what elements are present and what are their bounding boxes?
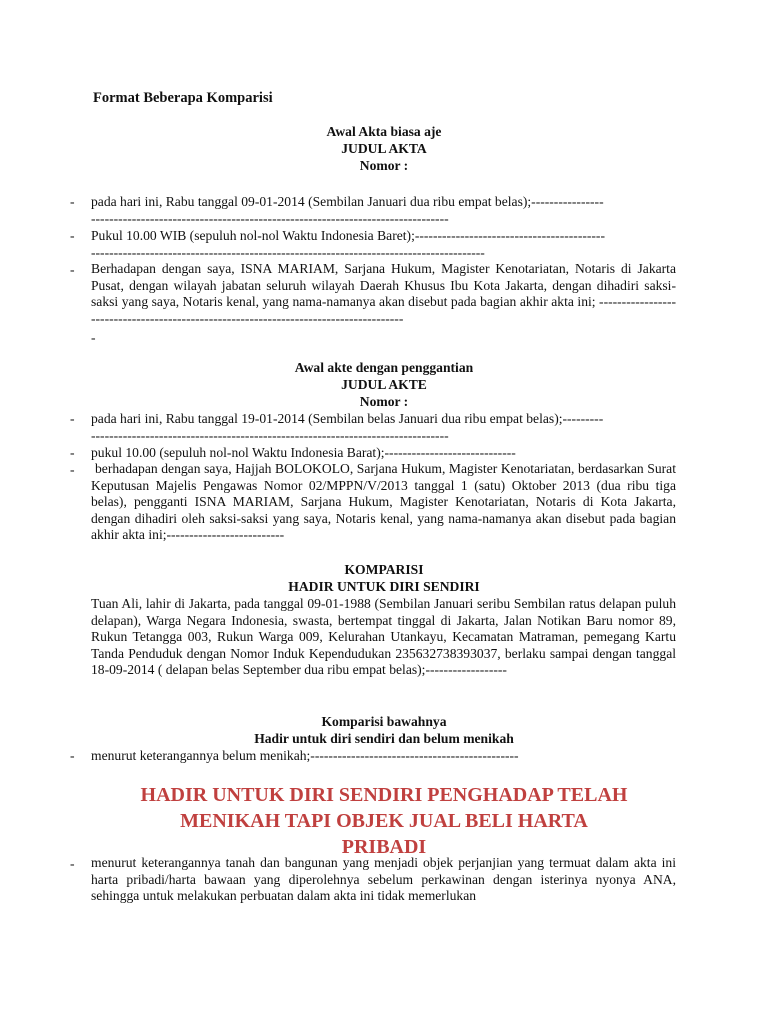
komparisi-paragraph: Tuan Ali, lahir di Jakarta, pada tanggal 09-01-1988 (Sembilan Januari seribu Sembilan ratus delapan puluh delapan), Warga Negara Indonesia, swasta, bertempat tinggal di Jakarta, Jalan Notikan Baru nomor 89, Rukun Tetangga 003, Rukun Warga 009, Kelurahan Utankayu, Kecamatan Matraman, pemegang Kartu Tanda Penduduk dengan Nomor Induk Kependudukan 235632738393037, berlaku sampai dengan tanggal 18-09-2014 ( delapan belas September dua ribu empat belas);------------------: [91, 596, 676, 677]
section1-heading2: JUDUL AKTA: [341, 141, 427, 156]
list-item-line: -------------------------------------------------------------------------------: [91, 428, 449, 443]
list-item-line: Pukul 10.00 WIB (sepuluh nol-nol Waktu Indonesia Baret);------------------------------------------: [91, 228, 605, 243]
list-item-line: pada hari ini, Rabu tanggal 09-01-2014 (Sembilan Januari dua ribu empat belas);----------------: [91, 194, 604, 209]
list-item-line: ---------------------------------------------------------------------------------------: [91, 245, 485, 260]
list-item-line: pukul 10.00 (sepuluh nol-nol Waktu Indonesia Barat);-----------------------------: [91, 445, 516, 460]
section5-heading-line1: HADIR UNTUK DIRI SENDIRI PENGHADAP TELAH: [140, 784, 628, 806]
document-title: Format Beberapa Komparisi: [93, 90, 273, 106]
list-item-paragraph: Berhadapan dengan saya, ISNA MARIAM, Sarjana Hukum, Magister Kenotariatan, Notaris di Jakarta Pusat, dengan wilayah jabatan seluruh wilayah Daerah Khusus Ibu Kota Jakarta, dengan dihadiri saksi-saksi yang saya, Notaris kenal, yang nama-namanya akan disebut pada bagian akhir akta ini; --------------------------------------------------------------------------------------: [91, 261, 676, 326]
section3-heading1: KOMPARISI: [344, 562, 424, 577]
section4-heading1: Komparisi bawahnya: [321, 714, 447, 729]
section2-heading2: JUDUL AKTE: [341, 377, 427, 392]
bullet: -: [70, 194, 75, 209]
section1-heading3: Nomor :: [359, 158, 409, 173]
list-item-paragraph: menurut keterangannya tanah dan bangunan yang menjadi objek perjanjian yang termuat dalam akta ini harta pribadi/harta bawaan yang diperolehnya sebelum perkawinan dengan isterinya nyonya ANA, sehingga untuk melakukan perbuatan dalam akta ini tidak memerlukan: [91, 855, 676, 903]
list-item-line: -------------------------------------------------------------------------------: [91, 211, 449, 226]
bullet: -: [70, 262, 75, 277]
section5-heading-line2: MENIKAH TAPI OBJEK JUAL BELI HARTA: [180, 810, 588, 832]
list-item-paragraph: berhadapan dengan saya, Hajjah BOLOKOLO, Sarjana Hukum, Magister Kenotariatan, berdasarkan Surat Keputusan Majelis Pengawas Nomor 02/MPPN/V/2013 tanggal 1 (satu) Oktober 2013 (dua ribu tiga belas), pengganti ISNA MARIAM, Sarjana Hukum, Magister Kenotariatan, Notaris di Kota Jakarta, dengan dihadiri oleh saksi-saksi yang saya, Notaris kenal, yang nama-namanya akan disebut pada bagian akhir akta ini;--------------------------: [91, 461, 676, 542]
bullet: -: [70, 856, 75, 871]
list-item-tail: -: [91, 330, 96, 345]
section2-heading1: Awal akte dengan penggantian: [294, 360, 474, 375]
section2-heading3: Nomor :: [359, 394, 409, 409]
bullet: -: [70, 228, 75, 243]
section4-heading2: Hadir untuk diri sendiri dan belum menikah: [254, 731, 514, 746]
list-item-line: pada hari ini, Rabu tanggal 19-01-2014 (Sembilan belas Januari dua ribu empat belas);---------: [91, 411, 604, 426]
bullet: -: [70, 462, 75, 477]
section3-heading2: HADIR UNTUK DIRI SENDIRI: [288, 579, 480, 594]
bullet: -: [70, 445, 75, 460]
bullet: -: [70, 411, 75, 426]
list-item-line: menurut keterangannya belum menikah;----------------------------------------------: [91, 748, 519, 763]
section1-heading1: Awal Akta biasa aje: [326, 124, 442, 139]
bullet: -: [70, 748, 75, 763]
section5-heading-line3: PRIBADI: [341, 836, 427, 858]
